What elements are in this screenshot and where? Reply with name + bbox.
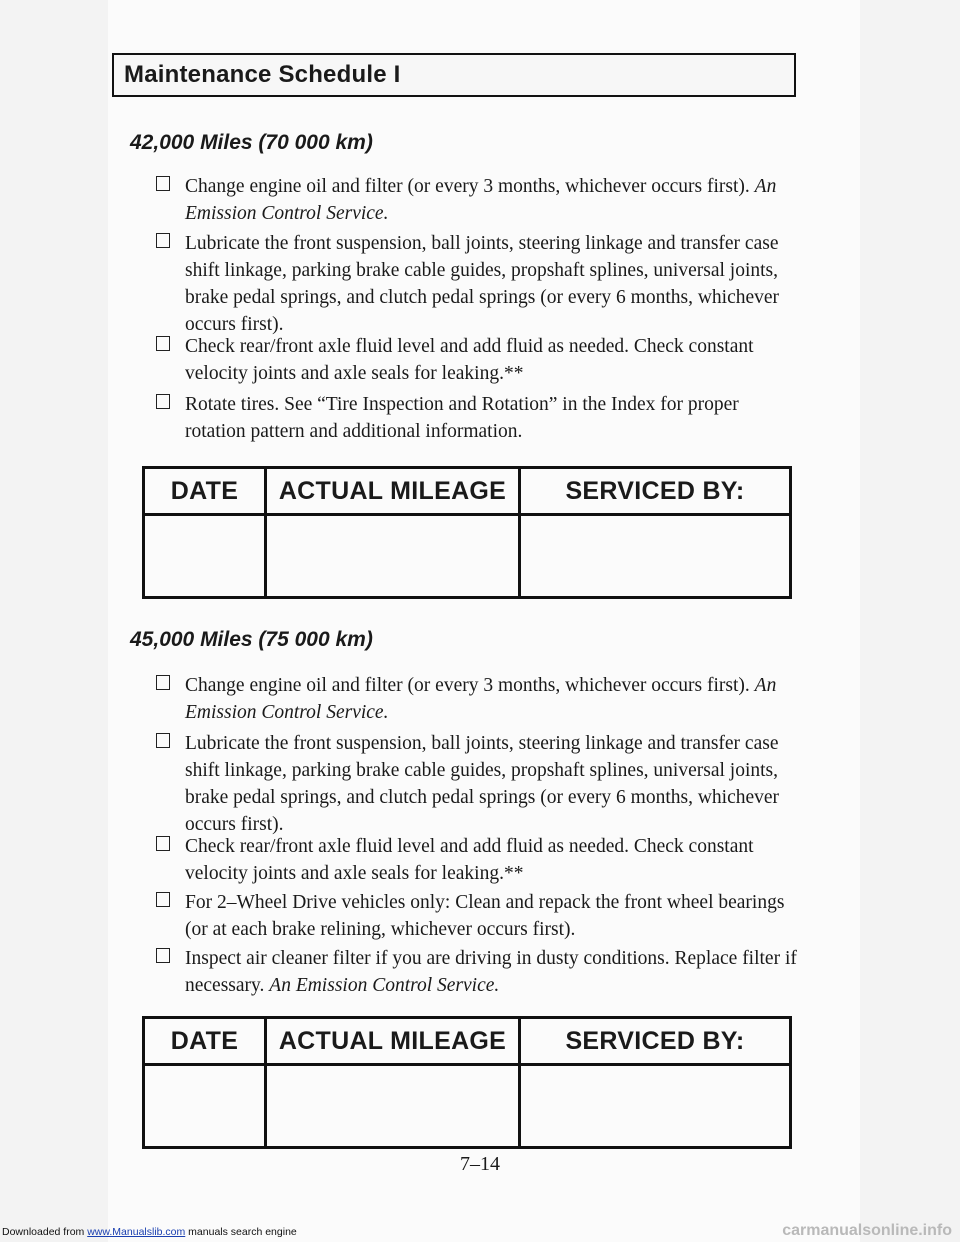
header-box — [112, 53, 796, 97]
watermark: carmanualsonline.info — [782, 1222, 952, 1239]
checkbox-icon[interactable] — [156, 948, 170, 963]
checklist-item — [150, 833, 800, 887]
checkbox-icon[interactable] — [156, 336, 170, 351]
checkbox-icon[interactable] — [156, 892, 170, 907]
page-number: 7–14 — [460, 1153, 500, 1175]
item-text: Inspect air cleaner filter if you are driving in dusty conditions. Replace filter if necessary. — [185, 948, 797, 996]
checkbox-icon[interactable] — [156, 233, 170, 248]
mileage-entry-cell[interactable] — [267, 1066, 521, 1146]
item-emphasis: An Emission Control Service. — [185, 176, 777, 224]
checkbox-icon[interactable] — [156, 176, 170, 191]
checkbox-icon[interactable] — [156, 836, 170, 851]
checklist-item — [150, 230, 800, 338]
item-text: Check rear/front axle fluid level and add fluid as needed. Check constant velocity joints and axle seals for leaking.** — [185, 336, 754, 384]
item-emphasis: An Emission Control Service. — [185, 675, 777, 723]
item-text: Lubricate the front suspension, ball joints, steering linkage and transfer case shift linkage, parking brake cable guides, propshaft splines, universal joints, brake pedal springs, and clutch pedal springs (or every 6 months, whichever occurs first). — [185, 733, 780, 835]
table-header-row — [145, 469, 789, 516]
checkbox-icon[interactable] — [156, 733, 170, 748]
column-header-date: DATE — [145, 1019, 267, 1063]
table-entry-row — [145, 1066, 789, 1146]
checklist-item — [150, 672, 800, 726]
footer-prefix: Downloaded from — [2, 1226, 88, 1238]
column-header-serviced-by: SERVICED BY: — [565, 1026, 745, 1055]
checklist-item — [150, 730, 800, 838]
checklist-item — [150, 173, 800, 227]
serviced-by-entry-cell[interactable] — [521, 516, 789, 596]
date-entry-cell[interactable] — [145, 1066, 267, 1146]
mileage-entry-cell[interactable] — [267, 516, 521, 596]
checklist-item — [150, 889, 800, 943]
item-text: Change engine oil and filter (or every 3 months, whichever occurs first). — [185, 675, 750, 696]
date-entry-cell[interactable] — [145, 516, 267, 596]
column-header-mileage: ACTUAL MILEAGE — [267, 469, 521, 513]
item-emphasis: An Emission Control Service. — [269, 975, 500, 996]
service-log-table — [142, 1016, 792, 1149]
checklist-item — [150, 333, 800, 387]
table-header-row — [145, 1019, 789, 1066]
section-heading-42000: 42,000 Miles (70 000 km) — [130, 131, 373, 154]
item-text: Rotate tires. See “Tire Inspection and Rotation” in the Index for proper rotation pattern and additional information. — [185, 394, 739, 442]
page-title: Maintenance Schedule I — [124, 61, 401, 88]
item-text: Check rear/front axle fluid level and add fluid as needed. Check constant velocity joints and axle seals for leaking.** — [185, 836, 754, 884]
service-log-table — [142, 466, 792, 599]
table-entry-row — [145, 516, 789, 596]
column-header-mileage: ACTUAL MILEAGE — [267, 1019, 521, 1063]
serviced-by-entry-cell[interactable] — [521, 1066, 789, 1146]
column-header-date: DATE — [145, 469, 267, 513]
checklist-item — [150, 945, 800, 999]
item-text: For 2–Wheel Drive vehicles only: Clean and repack the front wheel bearings (or at each brake relining, whichever occurs first). — [185, 892, 785, 940]
column-header-serviced-by: SERVICED BY: — [565, 476, 745, 505]
checklist-item — [150, 391, 800, 445]
section-heading-45000: 45,000 Miles (75 000 km) — [130, 628, 373, 651]
checkbox-icon[interactable] — [156, 675, 170, 690]
download-source-note — [2, 1226, 297, 1238]
item-text: Change engine oil and filter (or every 3 months, whichever occurs first). — [185, 176, 750, 197]
footer-suffix: manuals search engine — [185, 1226, 297, 1238]
manualslib-link[interactable]: www.Manualslib.com — [87, 1226, 186, 1238]
item-text: Lubricate the front suspension, ball joints, steering linkage and transfer case shift linkage, parking brake cable guides, propshaft splines, universal joints, brake pedal springs, and clutch pedal springs (or every 6 months, whichever occurs first). — [185, 233, 780, 335]
checkbox-icon[interactable] — [156, 394, 170, 409]
